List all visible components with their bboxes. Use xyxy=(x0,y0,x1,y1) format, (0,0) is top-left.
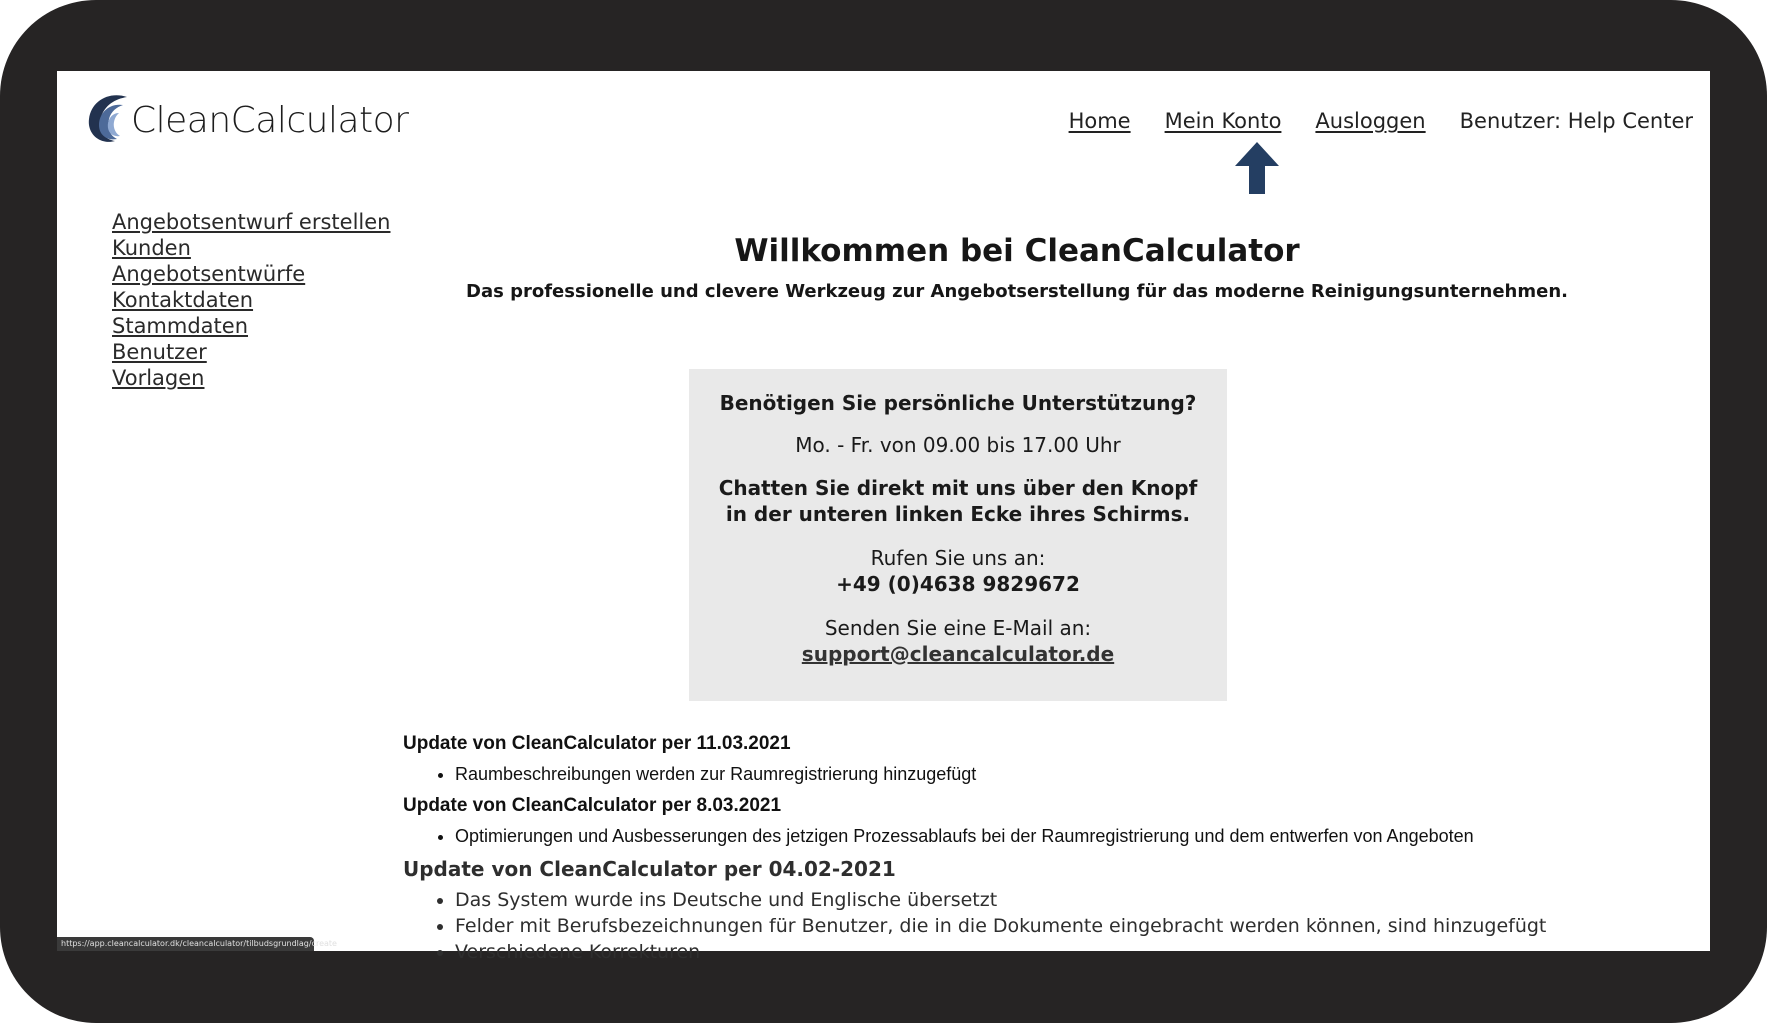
update-title: Update von CleanCalculator per 04.02-2021 xyxy=(403,857,896,881)
support-chat-hint: Chatten Sie direkt mit uns über den Knopf in der unteren linken Ecke ihres Schirms. xyxy=(718,476,1198,526)
sidebar-navigation xyxy=(112,209,390,391)
support-panel xyxy=(689,369,1227,701)
current-user-label: Benutzer: Help Center xyxy=(1459,109,1693,133)
update-item: • Optimierungen und Ausbesserungen des jetzigen Prozessablaufs bei der Raumregistrierung und dem entwerfen von Angeboten xyxy=(455,823,1683,849)
update-title: Update von CleanCalculator per 8.03.2021 xyxy=(403,795,782,816)
support-call-block xyxy=(689,545,1227,597)
sidebar-item-contact-data[interactable]: Kontaktdaten xyxy=(112,288,254,312)
sidebar-item-templates[interactable]: Vorlagen xyxy=(112,366,205,390)
sidebar-item-customers[interactable]: Kunden xyxy=(112,236,191,260)
sidebar-item-create-quote-draft[interactable]: Angebotsentwurf erstellen xyxy=(112,210,391,234)
browser-viewport xyxy=(57,71,1710,963)
update-item: • Felder mit Berufsbezeichnungen für Benutzer, die in die Dokumente eingebracht werden können, sind hinzugefügt xyxy=(455,913,1683,939)
update-list xyxy=(403,887,1683,965)
sidebar-item-master-data[interactable]: Stammdaten xyxy=(112,314,249,338)
page-title: Willkommen bei CleanCalculator xyxy=(734,233,1300,269)
update-item: • Raumbeschreibungen werden zur Raumregistrierung hinzugefügt xyxy=(455,761,1683,787)
nav-logout-link[interactable]: Ausloggen xyxy=(1315,109,1426,133)
top-navigation xyxy=(1069,109,1693,133)
support-phone: +49 (0)4638 9829672 xyxy=(836,572,1080,596)
support-mail-block xyxy=(689,615,1227,667)
browser-status-url: https://app.cleancalculator.dk/cleancalculator/tilbudsgrundlag/create xyxy=(57,937,314,951)
page-subtitle: Das professionelle und clevere Werkzeug zur Angebotserstellung für das moderne Reinigungsunternehmen. xyxy=(466,281,1568,302)
sidebar-item-quote-drafts[interactable]: Angebotsentwürfe xyxy=(112,262,306,286)
update-list xyxy=(403,823,1683,849)
update-item: • Das System wurde ins Deutsche und Englische übersetzt xyxy=(455,887,1683,913)
arrow-up-icon xyxy=(1233,140,1281,200)
support-hours: Mo. - Fr. von 09.00 bis 17.00 Uhr xyxy=(795,433,1121,457)
support-question: Benötigen Sie persönliche Unterstützung? xyxy=(719,391,1197,415)
support-call-label: Rufen Sie uns an: xyxy=(870,546,1046,570)
logo-text: CleanCalculator xyxy=(131,99,409,141)
wave-logo-icon xyxy=(87,91,129,149)
sidebar-item-users[interactable]: Benutzer xyxy=(112,340,207,364)
nav-account-link[interactable]: Mein Konto xyxy=(1164,109,1282,133)
nav-home-link[interactable]: Home xyxy=(1068,109,1131,133)
update-title: Update von CleanCalculator per 11.03.2021 xyxy=(403,733,791,754)
support-email-link[interactable]: support@cleancalculator.de xyxy=(801,642,1115,666)
update-list xyxy=(403,761,1683,787)
update-item: • Verschiedene Korrekturen xyxy=(455,939,1683,965)
app-logo[interactable] xyxy=(87,91,408,149)
updates-section xyxy=(403,733,1683,973)
support-mail-label: Senden Sie eine E-Mail an: xyxy=(824,616,1092,640)
